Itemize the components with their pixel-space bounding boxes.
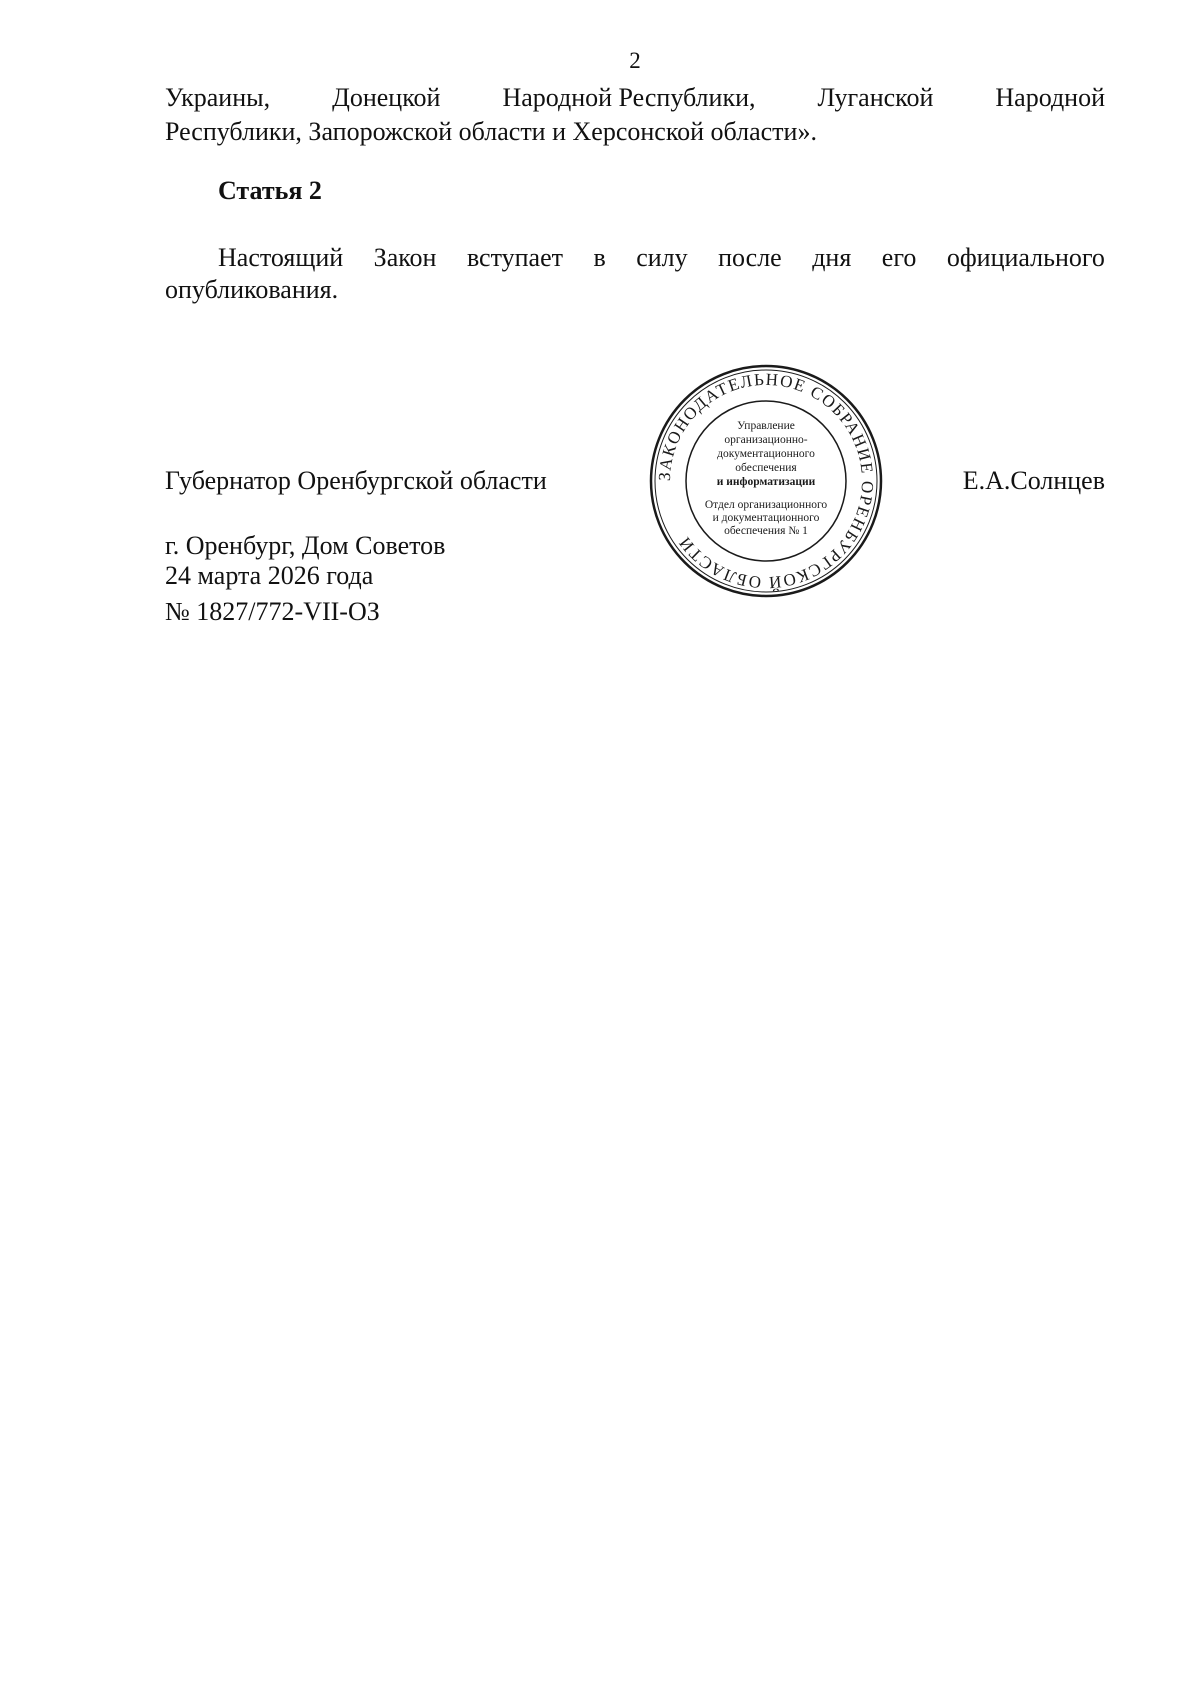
seal-icon [648,363,884,599]
page-number: 2 [629,48,641,73]
word: вступает [466,243,563,272]
article1-tail-line1 [165,81,1105,115]
word: Народной [995,83,1105,112]
article1-tail-line2: Республики, Запорожской области и Херсонской области». [165,117,817,146]
seal-line: документационного [717,448,815,460]
law-number: № 1827/772-VII-ОЗ [165,597,380,626]
seal-dept-line: и документационного [712,512,820,524]
article2-paragraph-line2: опубликования. [165,275,339,304]
word: его [881,243,917,272]
signing-place: г. Оренбург, Дом Советов [165,531,446,560]
word: Донецкой [332,83,441,112]
seal-dept-line: Отдел организационного [704,499,828,511]
signatory-name: Е.А.Солнцев [962,466,1105,495]
seal-line: организационно- [724,434,808,446]
article2-heading: Статья 2 [218,176,322,205]
official-seal [648,363,884,599]
word: Луганской [817,83,934,112]
seal-dept-line: обеспечения № 1 [724,525,808,537]
seal-line: и информатизации [716,476,816,488]
word: после [718,243,782,272]
signatory-title: Губернатор Оренбургской области [165,466,547,495]
word: дня [812,243,852,272]
signing-date: 24 марта 2026 года [165,561,374,590]
word: Закон [373,243,437,272]
seal-line: обеспечения [735,462,797,474]
seal-ring-text: ЗАКОНОДАТЕЛЬНОЕ СОБРАНИЕ ОРЕНБУРГСКОЙ ОБЛАСТИ [654,369,878,593]
article2-paragraph-line1 [218,241,1105,275]
word: официального [946,243,1105,272]
seal-line: Управление [737,420,795,432]
word: Украины, [165,83,271,112]
word: Народной Республики, [502,83,756,112]
word: Настоящий [218,243,344,272]
word: силу [636,243,688,272]
word: в [593,243,606,272]
